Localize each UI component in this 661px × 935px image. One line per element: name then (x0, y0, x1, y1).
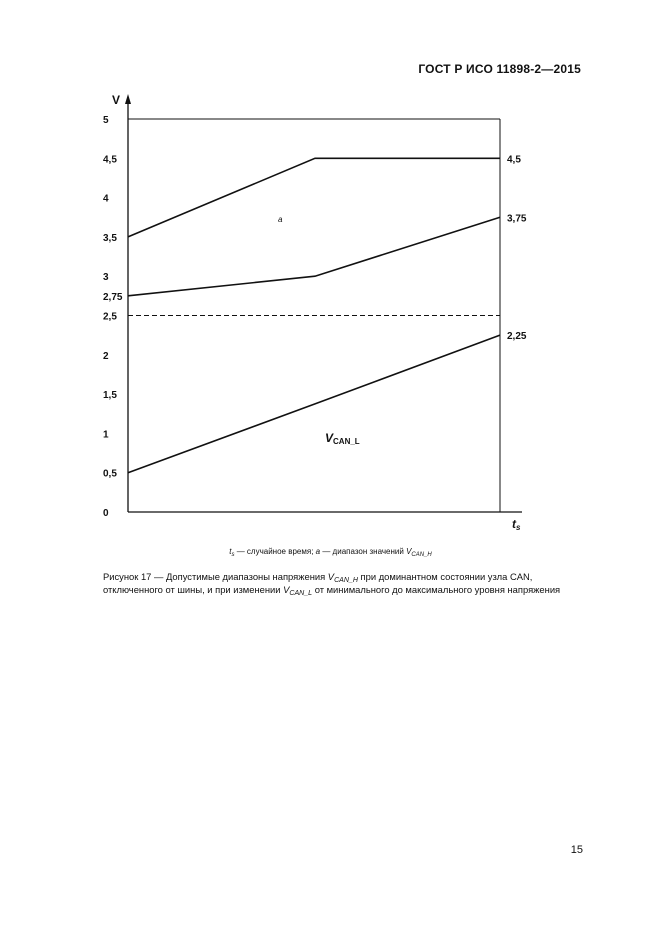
y-tick-labels (103, 115, 123, 519)
y-tick-label: 3 (103, 272, 109, 284)
vcan-l-label: VCAN_L (325, 431, 360, 446)
y-tick-label: 4,5 (103, 154, 117, 166)
y-tick-label: 5 (103, 115, 109, 126)
y-tick-label: 3,5 (103, 232, 117, 244)
legend-a: a (315, 547, 321, 556)
y-axis-label: V (112, 93, 121, 107)
legend-ts: $t_s$ (229, 547, 235, 558)
standard-header: ГОСТ Р ИСО 11898-2—2015 (418, 62, 581, 76)
y-tick-label: 0 (103, 508, 109, 519)
y-tick-label: 0,5 (103, 468, 117, 480)
legend-text-2: — диапазон значений (320, 547, 407, 556)
y-tick-label: 2 (103, 350, 109, 362)
caption-part-2: при доминантном состоянии узла CAN, отключенного от шины, и при изменении (103, 571, 533, 595)
y-tick-label: 1 (103, 429, 109, 441)
figure-legend (0, 547, 661, 556)
legend-vcan-h: $V_{CAN\_H}$ (406, 547, 432, 558)
series-line (128, 217, 500, 296)
caption-vcan-h: $V_{CAN\_H}$ (327, 571, 358, 584)
y-tick-label-extra: 2,75 (103, 291, 123, 303)
caption-part-1: Рисунок 17 — Допустимые диапазоны напряжения (103, 571, 328, 582)
right-value-label: 3,75 (507, 213, 527, 225)
series-line (128, 158, 500, 237)
figure-caption (103, 571, 583, 596)
y-tick-label: 2,5 (103, 311, 117, 323)
y-axis-arrow (125, 94, 131, 104)
y-tick-label: 1,5 (103, 390, 117, 402)
series-line (128, 335, 500, 473)
region-a-label: a (278, 215, 283, 224)
caption-vcan-l: $V_{CAN\_L}$ (283, 583, 313, 597)
y-tick-label: 4 (103, 193, 109, 205)
legend-text-1: — случайное время; (234, 547, 316, 556)
x-axis-label: ts (512, 517, 521, 532)
caption-part-3: от минимального до максимального уровня напряжения (312, 583, 561, 595)
page-number: 15 (570, 844, 583, 856)
chart-axes (125, 94, 522, 512)
right-value-label: 4,5 (507, 154, 521, 166)
right-value-label: 2,25 (507, 331, 527, 343)
